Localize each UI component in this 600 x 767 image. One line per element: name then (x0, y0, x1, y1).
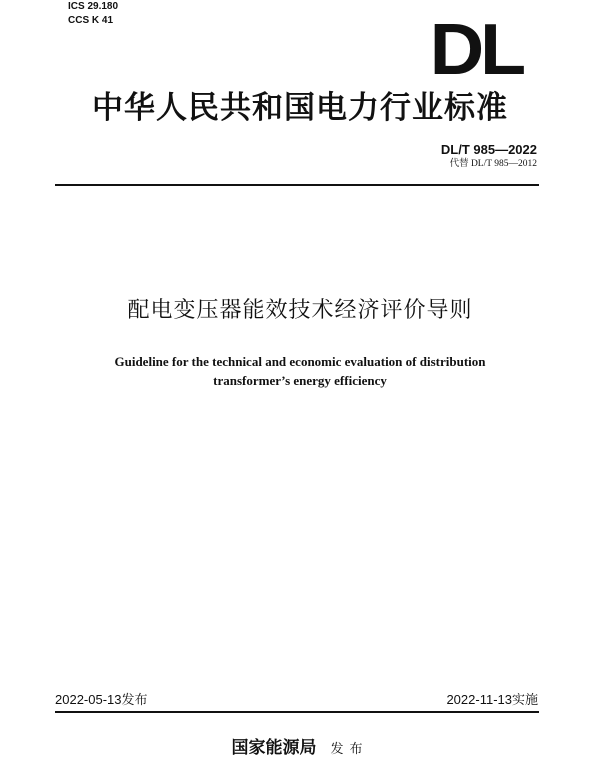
english-title-line-2: transformer’s energy efficiency (213, 373, 387, 388)
ics-code: ICS 29.180 (68, 1, 119, 12)
english-title-line-1: Guideline for the technical and economic evaluation of distribution (114, 354, 486, 369)
publish-action: 发布 (330, 742, 369, 757)
issue-date: 2022-05-13发布 (55, 692, 148, 707)
publisher-name: 国家能源局 (231, 738, 317, 758)
document-title-english (60, 352, 540, 390)
standard-number: DL/T 985—2022 (440, 142, 537, 157)
implementation-date: 2022-11-13实施 (446, 692, 538, 707)
replaces-standard: 代替 DL/T 985—2012 (449, 159, 537, 169)
bottom-divider (55, 711, 539, 713)
top-divider (55, 184, 539, 186)
document-title-chinese: 配电变压器能效技术经济评价导则 (127, 298, 473, 323)
standard-number-block (441, 142, 537, 170)
ccs-code: CCS K 41 (68, 15, 114, 26)
dl-logo: DL (429, 10, 522, 90)
organization-title: 中华人民共和国电力行业标准 (92, 90, 508, 126)
classification-codes (68, 0, 118, 28)
publisher-line (0, 736, 600, 762)
